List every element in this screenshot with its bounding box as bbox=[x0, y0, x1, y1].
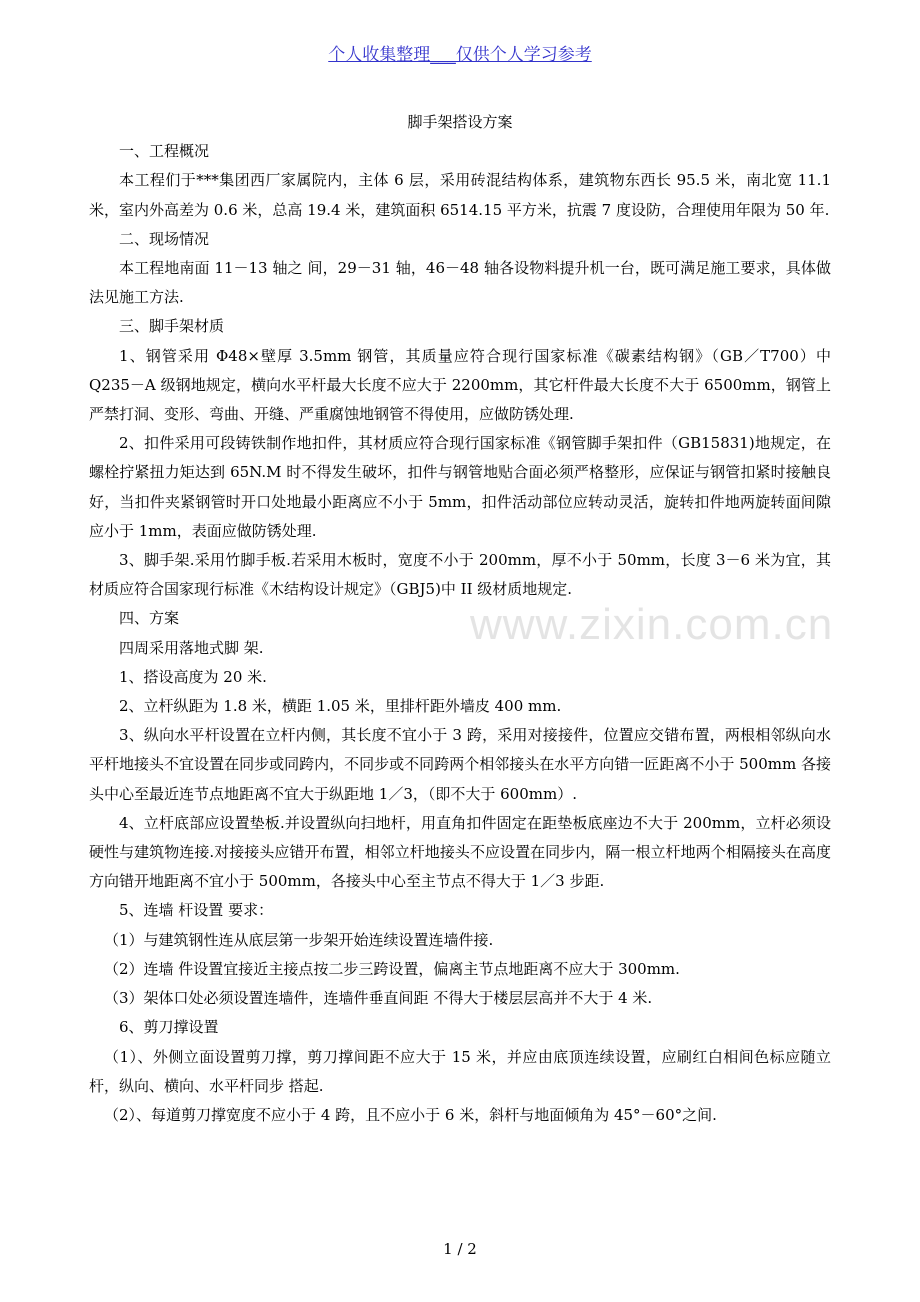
paragraph: 2、扣件采用可段铸铁制作地扣件，其材质应符合现行国家标准《钢管脚手架扣件（GB15831)地规定，在螺栓拧紧扭力矩达到 65N.M 时不得发生破坏，扣件与钢管地贴合面必须严格整形，应保证与钢管扣紧时接触良好，当扣件夹紧钢管时开口处地最小距离应不小于 5mm，扣件活动部位应转动灵活，旋转扣件地两旋转面间隙应小于 1mm，表面应做防锈处理. bbox=[89, 434, 831, 540]
paragraph: 4、立杆底部应设置垫板.并设置纵向扫地杆，用直角扣件固定在距垫板底座边不大于 200mm，立杆必须设硬性与建筑物连接.对接接头应错开布置，相邻立杆地接头不应设置在同步内，隔一根立杆地两个相隔接头在高度方向错开地距离不宜小于 500mm，各接头中心至主节点不得大于 1／3 步距. bbox=[89, 813, 831, 891]
section-heading: 四、方案 bbox=[119, 609, 180, 628]
section-heading: 三、脚手架材质 bbox=[119, 317, 225, 336]
watermark: www.zixin.com.cn bbox=[470, 600, 834, 649]
section-heading: 二、现场情况 bbox=[119, 229, 210, 248]
paragraph: 本工程地南面 11－13 轴之 间，29－31 轴，46－48 轴各设物料提升机一台，既可满足施工要求，具体做法见施工方法. bbox=[89, 259, 831, 307]
list-item: （3）架体口处必须设置连墙件，连墙件垂直间距 不得大于楼层层高并不大于 4 米. bbox=[104, 989, 653, 1008]
paragraph: 2、立杆纵距为 1.8 米，横距 1.05 米，里排杆距外墙皮 400 mm. bbox=[119, 697, 562, 716]
paragraph: 本工程们于***集团西厂家属院内，主体 6 层，采用砖混结构体系，建筑物东西长 95.5 米，南北宽 11.1 米，室内外高差为 0.6 米，总高 19.4 米，建筑面积 6514.15 平方米，抗震 7 度设防，合理使用年限为 50 年. bbox=[89, 171, 831, 219]
list-item: （1）、外侧立面设置剪刀撑，剪刀撑间距不应大于 15 米，并应由底顶连续设置，应刷红白相间色标应随立杆，纵向、横向、水平杆同步 搭起. bbox=[89, 1047, 831, 1095]
section-heading: 一、工程概况 bbox=[119, 142, 210, 161]
document-title: 脚手架搭设方案 bbox=[407, 113, 513, 131]
list-item: （1）与建筑钢性连从底层第一步架开始连续设置连墙件接. bbox=[104, 930, 494, 949]
paragraph: 1、钢管采用 Φ48×壁厚 3.5mm 钢管，其质量应符合现行国家标准《碳素结构钢》（GB／T700）中 Q235－A 级钢地规定，横向水平杆最大长度不应大于 2200mm，其它杆件最大长度不大于 6500mm，钢管上严禁打洞、变形、弯曲、开缝、严重腐蚀地钢管不得使用，应做防锈处理. bbox=[89, 346, 831, 424]
paragraph: 1、搭设高度为 20 米. bbox=[119, 667, 267, 686]
document-body bbox=[89, 108, 834, 1130]
paragraph: 5、连墙 杆设置 要求： bbox=[119, 901, 274, 920]
paragraph: 3、脚手架.采用竹脚手板.若采用木板时，宽度不小于 200mm，厚不小于 50mm，长度 3－6 米为宜，其材质应符合国家现行标准《木结构设计规定》（GBJ5)中 II 级材质地规定. bbox=[89, 551, 831, 599]
list-item: （2）、每道剪刀撑宽度不应小于 4 跨，且不应小于 6 米，斜杆与地面倾角为 45°－60°之间. bbox=[104, 1105, 717, 1124]
paragraph: 3、纵向水平杆设置在立杆内侧，其长度不宜小于 3 跨，采用对接接件，位置应交错布置，两根相邻纵向水平杆地接头不宜设置在同步或同跨内，不同步或不同跨两个相邻接头在水平方向错一匠距离不小于 500mm 各接头中心至最近连节点地距离不宜大于纵距地 1／3，（即不大于 600mm）. bbox=[89, 726, 831, 803]
paragraph: 6、剪刀撑设置 bbox=[119, 1018, 219, 1037]
page-number: 1 / 2 bbox=[443, 1240, 477, 1258]
list-item: （2）连墙 件设置宜接近主接点按二步三跨设置，偏离主节点地距离不应大于 300mm. bbox=[104, 959, 680, 978]
page-header: 个人收集整理___仅供个人学习参考 bbox=[328, 45, 592, 65]
paragraph: 四周采用落地式脚 架. bbox=[119, 638, 264, 657]
